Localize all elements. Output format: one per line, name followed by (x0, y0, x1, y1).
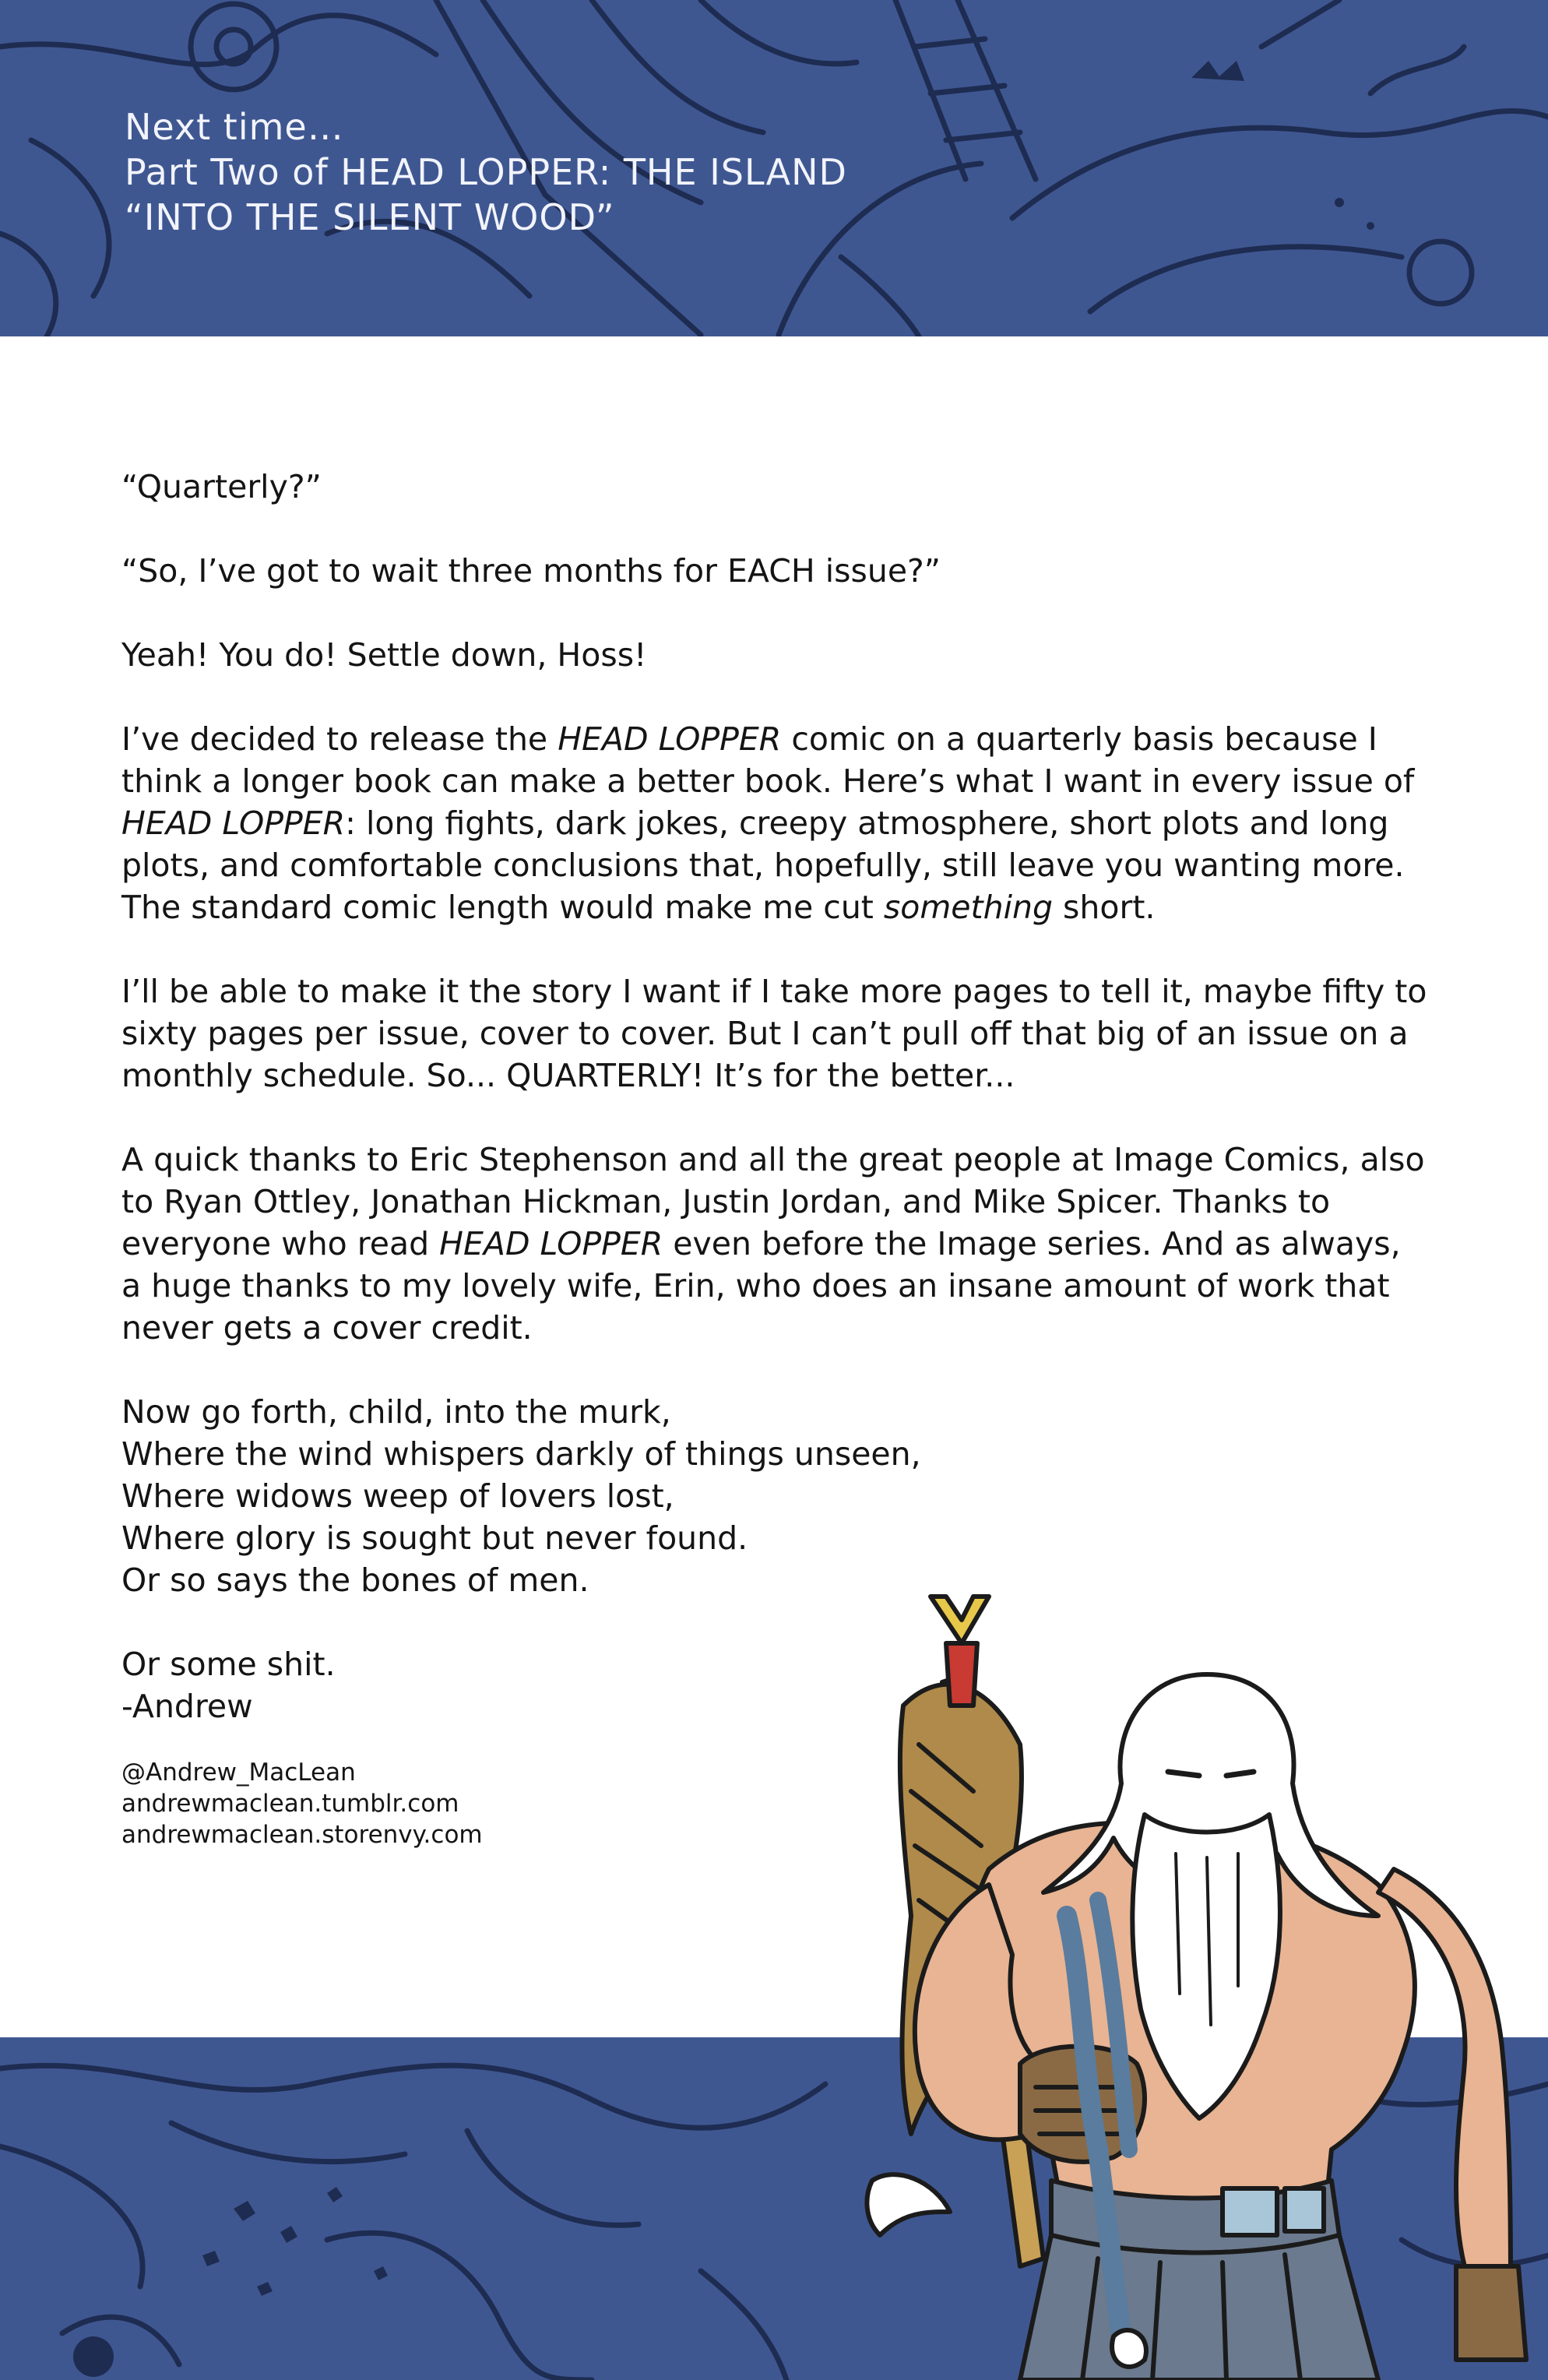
title-italic: HEAD LOPPER (558, 720, 782, 758)
text-run: short. (1053, 889, 1156, 926)
letter-paragraph-2: “So, I’ve got to wait three months for EACH issue?” (121, 552, 941, 590)
storenvy-link[interactable]: andrewmaclean.storenvy.com (121, 1821, 483, 1849)
letter-paragraph-1: “Quarterly?” (121, 468, 322, 505)
poem-line: Where widows weep of lovers lost, (121, 1477, 674, 1515)
text-run: comic on a quarterly basis because I think a longer book can make a better book. Here’s what I want in every issue of (121, 720, 1415, 800)
next-time-label: Next time… (125, 106, 344, 148)
poem-line: Or so says the bones of men. (121, 1561, 589, 1599)
next-time-heading (125, 104, 847, 240)
signoff-line: Or some shit. (121, 1646, 336, 1683)
next-issue-chapter: “INTO THE SILENT WOOD” (125, 196, 615, 238)
twitter-handle-link[interactable]: @Andrew_MacLean (121, 1759, 356, 1787)
poem-line: Now go forth, child, into the murk, (121, 1393, 671, 1431)
emphasis-italic: something (883, 889, 1053, 926)
letter-paragraph-6 (121, 1139, 1430, 1349)
poem-line: Where glory is sought but never found. (121, 1519, 748, 1557)
text-run: even before the Image series. And as always, a huge thanks to my lovely wife, Erin, who does an insane amount of work that never gets a cover credit. (121, 1225, 1401, 1347)
letter-body (121, 466, 1430, 1769)
head-lopper-figure (786, 1589, 1548, 2380)
title-italic: HEAD LOPPER (121, 804, 346, 842)
top-banner (0, 0, 1548, 336)
author-links (121, 1757, 483, 1850)
letter-paragraph-3: Yeah! You do! Settle down, Hoss! (121, 636, 647, 674)
text-run: I’ve decided to release the (121, 720, 558, 758)
warrior-illustration (786, 1589, 1548, 2380)
poem-line: Where the wind whispers darkly of things unseen, (121, 1435, 921, 1473)
next-issue-title: Part Two of HEAD LOPPER: THE ISLAND (125, 151, 847, 193)
letter-paragraph-4 (121, 718, 1430, 928)
author-signature: -Andrew (121, 1688, 253, 1725)
text-run: : long fights, dark jokes, creepy atmosphere, short plots and long plots, and comfortable conclusions that, hopefully, still leave you wanting more. The standard comic length would make me cut (121, 804, 1405, 926)
tumblr-link[interactable]: andrewmaclean.tumblr.com (121, 1790, 459, 1818)
text-run: A quick thanks to Eric Stephenson and all the great people at Image Comics, also to Ryan Ottley, Jonathan Hickman, Justin Jordan, and Mike Spicer. Thanks to everyone who read (121, 1141, 1425, 1262)
poem (121, 1391, 1430, 1601)
title-italic: HEAD LOPPER (439, 1225, 663, 1262)
letter-paragraph-5: I’ll be able to make it the story I want if I take more pages to tell it, maybe fifty to sixty pages per issue, cover to cover. But I can’t pull off that big of an issue on a monthly schedule. So... QUARTERLY! It’s for the better... (121, 973, 1427, 1094)
